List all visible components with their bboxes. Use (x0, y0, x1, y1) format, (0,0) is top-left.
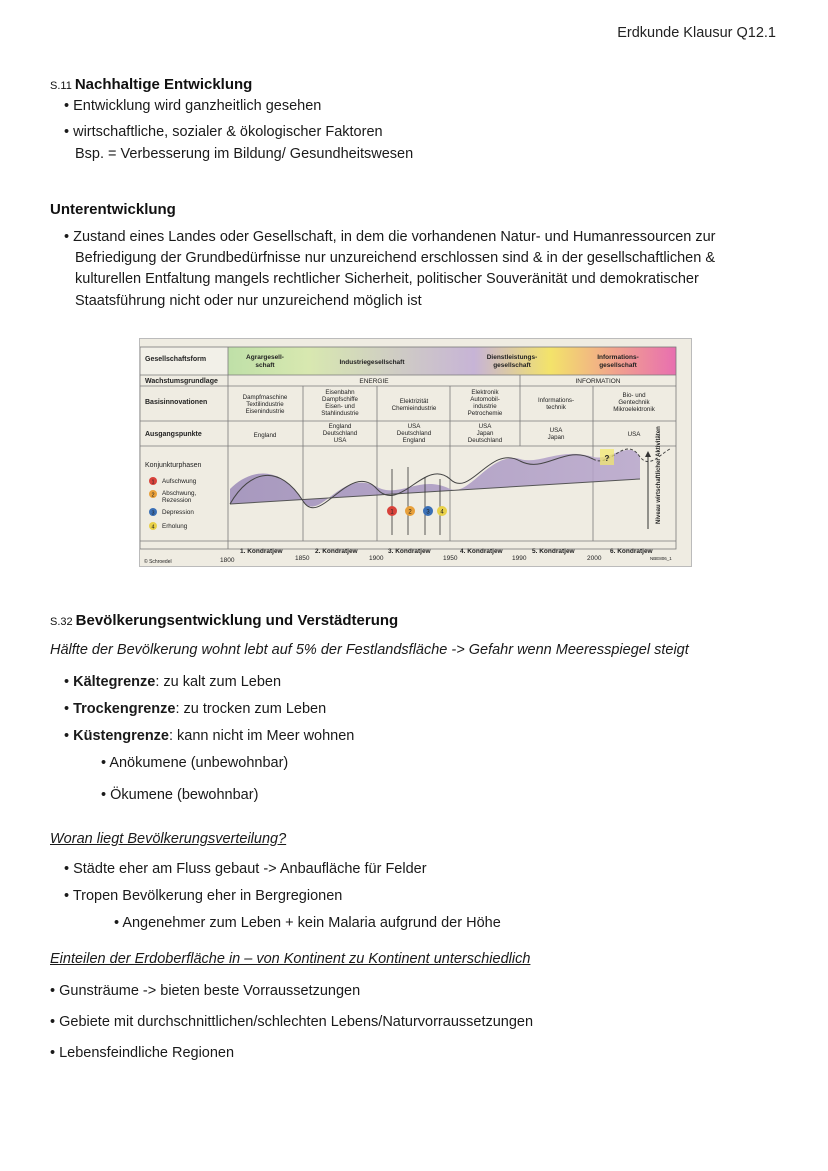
legend-label: Depression (162, 509, 194, 516)
innovation-text: Informations- (537, 397, 575, 404)
origin-text: USA (333, 437, 347, 444)
sub-item: • Angenehmer zum Leben + kein Malaria aufgrund der Höhe (114, 915, 501, 931)
question-mark: ? (604, 454, 610, 463)
wave-label: 3. Kondratjew (388, 548, 431, 555)
kondratjew-diagram (139, 338, 692, 567)
bullet-item: • Lebensfeindliche Regionen (50, 1045, 235, 1061)
heading-text: Nachhaltige Entwicklung (74, 76, 253, 93)
year-tick: 1850 (295, 555, 310, 562)
section-heading-bevoelkerung (50, 612, 398, 629)
limit-item: • Kältegrenze: zu kalt zum Leben (64, 674, 282, 690)
limit-item: • Küstengrenze: kann nicht im Meer wohnen (64, 728, 355, 744)
origin-text: England (328, 423, 352, 430)
phase-marker: 4 (440, 509, 444, 516)
heading-text: Bevölkerungsentwicklung und Verstädterung (75, 612, 399, 629)
phase-marker: 2 (408, 509, 412, 516)
origin-text: USA (627, 431, 641, 438)
legend-label: Erholung (162, 523, 188, 530)
division-heading: Einteilen der Erdoberfläche in – von Kontinent zu Kontinent unterschiedlich (50, 951, 531, 967)
innovation-text: Bio- und (622, 392, 646, 399)
society-label: gesellschaft (493, 362, 531, 369)
sub-item: • Anökumene (unbewohnbar) (101, 755, 289, 771)
innovation-text: Eisenbahn (325, 389, 355, 396)
innovation-text: Eisen- und (325, 403, 355, 410)
definition-line: Befriedigung der Grundbedürfnisse nur unzureichend erschlossen sind & in der gesellschaftlichen & (75, 250, 715, 266)
phase-marker: 1 (390, 509, 394, 516)
bullet-item: • wirtschaftliche, sozialer & ökologischer Faktoren (64, 124, 383, 140)
wave-label: 1. Kondratjew (240, 548, 283, 555)
phase-number: 3 (151, 510, 155, 517)
wave-label: 5. Kondratjew (532, 548, 575, 555)
bullet-item: • Tropen Bevölkerung eher in Bergregionen (64, 888, 343, 904)
innovation-text: technik (546, 404, 566, 411)
legend-label: Abschwung, (162, 490, 197, 497)
society-label: Dienstleistungs- (486, 354, 538, 361)
wave-label: 6. Kondratjew (610, 548, 653, 555)
wave-label: 2. Kondratjew (315, 548, 358, 555)
year-tick: 1800 (220, 557, 235, 564)
question-heading: Woran liegt Bevölkerungsverteilung? (50, 831, 287, 847)
phase-number: 4 (151, 524, 155, 531)
wave-label: 4. Kondratjew (460, 548, 503, 555)
page-reference: S.11 (50, 80, 72, 92)
definition-line: kulturellen Entfaltung mangels rechtlicher Sicherheit, politischer Souveränität und demokratischer (75, 271, 699, 287)
society-label: Agrargesell- (246, 354, 284, 361)
origin-text: USA (478, 423, 492, 430)
origin-text: Japan (547, 434, 565, 441)
figure-code: NBE806_1 (650, 556, 672, 561)
origin-text: Deutschland (467, 437, 503, 444)
bullet-item: • Gunsträume -> bieten beste Vorraussetzungen (50, 983, 361, 999)
document-header: Erdkunde Klausur Q12.1 (617, 25, 776, 41)
phase-number: 1 (151, 479, 155, 486)
innovation-text: Stahlindustrie (321, 410, 359, 417)
innovation-text: Mikroelektronik (613, 406, 655, 413)
innovation-text: Automobil- (470, 396, 500, 403)
bullet-item: • Entwicklung wird ganzheitlich gesehen (64, 98, 322, 114)
legend-label: Rezession (162, 497, 192, 504)
definition-line: Staatsführung nicht oder nur unzureichend möglich ist (75, 293, 422, 309)
phase-marker: 3 (426, 509, 430, 516)
innovation-text: Elektronik (471, 389, 499, 396)
origin-text: USA (549, 427, 563, 434)
innovation-text: Textilindustrie (246, 401, 284, 408)
society-label: Informations- (597, 354, 639, 361)
row-label: Basisinnovationen (145, 399, 208, 406)
axis-label: Niveau wirtschaftlicher Aktivitäten (656, 426, 662, 524)
innovation-text: Eisenindustrie (245, 408, 285, 415)
year-tick: 1990 (512, 555, 527, 562)
row-label: Gesellschaftsform (145, 356, 207, 363)
origin-text: England (253, 432, 277, 439)
section-heading-nachhaltige-entwicklung (50, 76, 252, 93)
innovation-text: Petrochemie (467, 410, 503, 417)
innovation-text: Chemieindustrie (391, 405, 437, 412)
row-label: Ausgangspunkte (145, 431, 202, 438)
origin-text: USA (407, 423, 421, 430)
section-heading-unterentwicklung: Unterentwicklung (50, 201, 176, 218)
definition-line: • Zustand eines Landes oder Gesellschaft, in dem die vorhandenen Natur- und Humanressourcen zur (64, 229, 716, 245)
phase-number: 2 (151, 492, 155, 499)
sub-item: • Ökumene (bewohnbar) (101, 787, 259, 803)
society-label: Industriegesellschaft (339, 359, 405, 366)
year-tick: 1950 (443, 555, 458, 562)
innovation-text: industrie (473, 403, 497, 410)
origin-text: Deutschland (396, 430, 432, 437)
society-label: gesellschaft (599, 362, 637, 369)
society-label: schaft (255, 362, 275, 369)
bullet-item: • Städte eher am Fluss gebaut -> Anbaufläche für Felder (64, 861, 427, 877)
intro-line: Hälfte der Bevölkerung wohnt lebt auf 5% der Festlandsfläche -> Gefahr wenn Meeresspiegel steigt (50, 642, 689, 658)
page-reference: S.32 (50, 616, 73, 628)
row-label: Wachstumsgrundlage (145, 378, 218, 385)
innovation-text: Elektrizität (399, 398, 429, 405)
innovation-text: Dampfmaschine (242, 394, 288, 401)
year-tick: 1900 (369, 555, 384, 562)
growth-label: ENERGIE (359, 378, 389, 385)
year-tick: 2000 (587, 555, 602, 562)
innovation-text: Gentechnik (618, 399, 650, 406)
wave-shading (230, 450, 640, 507)
row-label: Konjunkturphasen (145, 462, 202, 469)
example-line: Bsp. = Verbesserung im Bildung/ Gesundheitswesen (75, 146, 414, 162)
copyright-note: © Schroedel (144, 559, 172, 565)
legend-label: Aufschwung (162, 478, 197, 485)
bullet-item: • Gebiete mit durchschnittlichen/schlechten Lebens/Naturvorraussetzungen (50, 1014, 534, 1030)
origin-text: Deutschland (322, 430, 358, 437)
growth-label: INFORMATION (575, 378, 621, 385)
origin-text: Japan (476, 430, 494, 437)
limit-item: • Trockengrenze: zu trocken zum Leben (64, 701, 327, 717)
origin-text: England (402, 437, 426, 444)
innovation-text: Dampfschiffe (322, 396, 358, 403)
